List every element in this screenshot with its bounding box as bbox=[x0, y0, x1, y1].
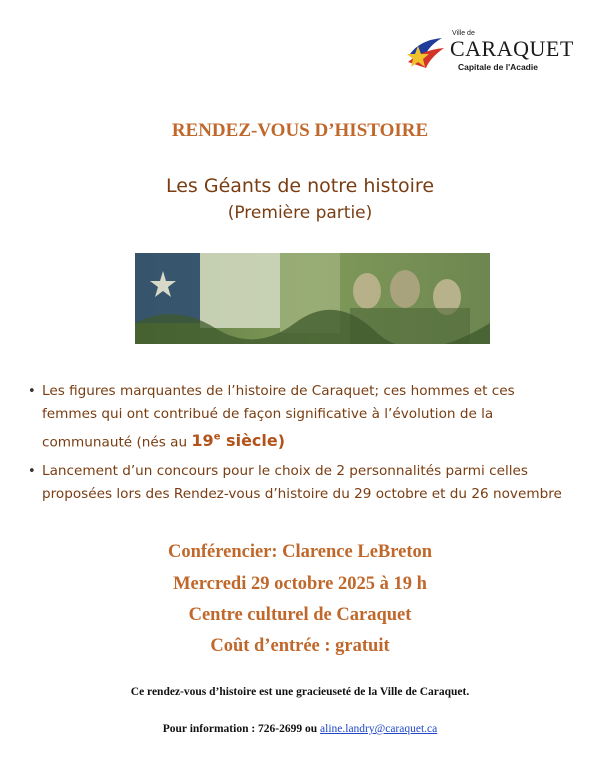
bullet-item: • Les figures marquantes de l’histoire de Caraquet; ces hommes et ces femmes qui ont contribué de façon significative à l’évolution de la communauté (nés au 19e siècle) bbox=[28, 380, 568, 454]
logo-tagline: Capitale de l'Acadie bbox=[458, 62, 538, 72]
event-cost: Coût d’entrée : gratuit bbox=[210, 636, 390, 656]
caraquet-logo bbox=[406, 30, 574, 76]
historical-banner-image bbox=[135, 253, 490, 344]
acadian-star-icon bbox=[406, 32, 446, 72]
speaker: Conférencier: Clarence LeBreton bbox=[167, 542, 433, 562]
page-title: RENDEZ-VOUS D’HISTOIRE bbox=[171, 120, 429, 141]
email-link[interactable]: aline.landry@caraquet.ca bbox=[320, 723, 438, 735]
event-venue: Centre culturel de Caraquet bbox=[188, 605, 412, 625]
bullet-item: • Lancement d’un concours pour le choix de 2 personnalités parmi celles proposées lors des Rendez-vous d’histoire du 29 octobre et du 26 novembre bbox=[28, 460, 568, 506]
bullet-list bbox=[28, 380, 568, 506]
event-date: Mercredi 29 octobre 2025 à 19 h bbox=[173, 574, 427, 594]
contact-info: Pour information : 726-2699 ou aline.landry@caraquet.ca bbox=[162, 723, 438, 735]
logo-name-text: CARAQUET bbox=[450, 36, 574, 61]
event-subtitle: Les Géants de notre histoire bbox=[165, 175, 435, 197]
courtesy-note: Ce rendez-vous d’histoire est une gracieuseté de la Ville de Caraquet. bbox=[130, 686, 470, 698]
event-part: (Première partie) bbox=[227, 203, 373, 223]
century-emphasis: 19e siècle bbox=[191, 431, 278, 451]
logo-ville-text: Ville de bbox=[452, 30, 475, 37]
